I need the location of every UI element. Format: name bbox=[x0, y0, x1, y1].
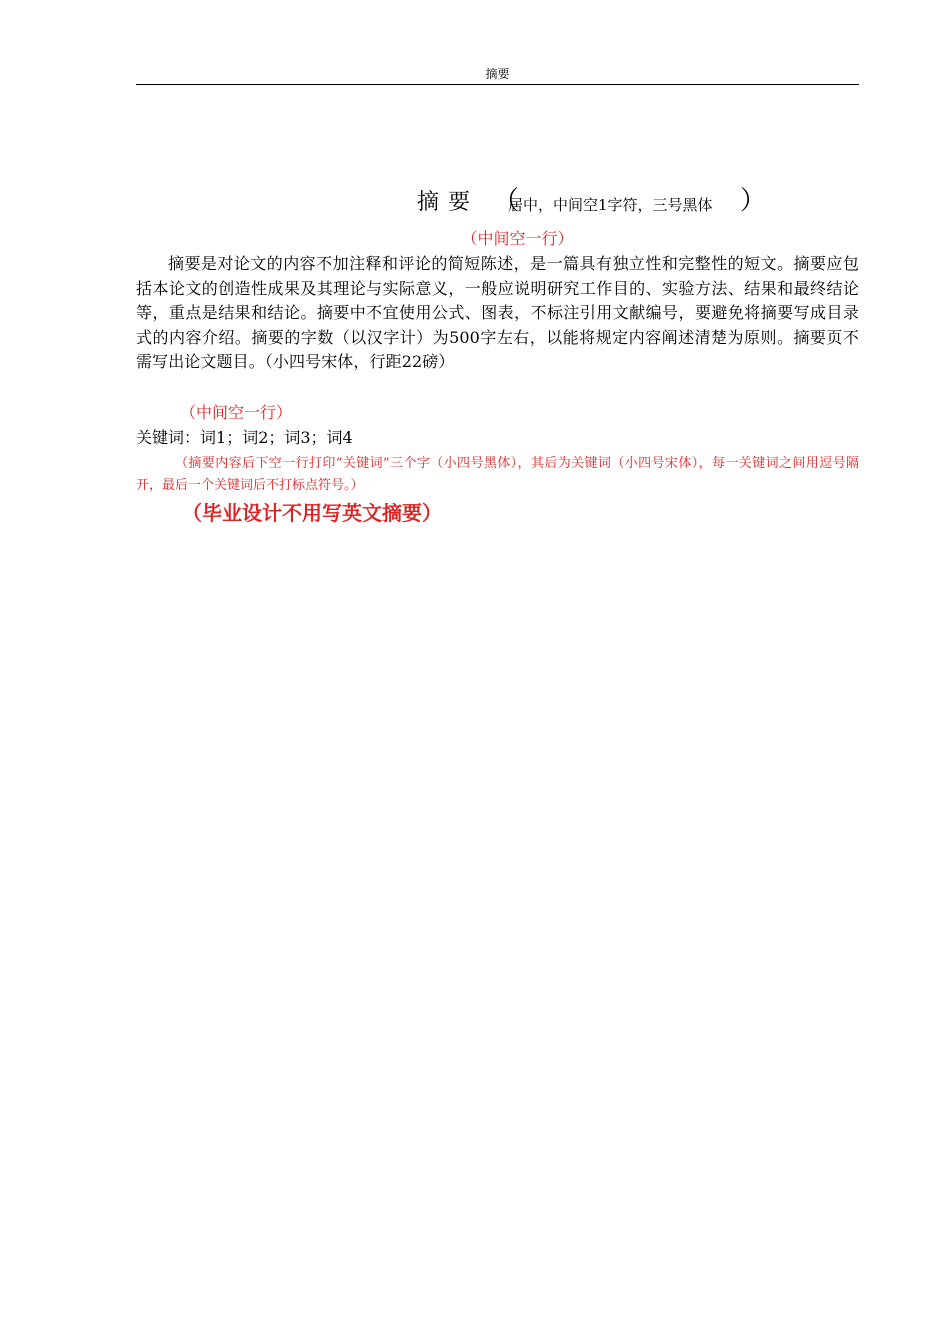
keyword-format-note: （摘要内容后下空一行打印“关键词”三个字（小四号黑体），其后为关键词（小四号宋体），每一关键词之间用逗号隔开，最后一个关键词后不打标点符号。） bbox=[136, 456, 859, 493]
abstract-title bbox=[136, 184, 859, 224]
abstract-title-text: 摘 要 bbox=[417, 190, 471, 215]
title-paren-close: ） bbox=[740, 186, 767, 216]
no-english-abstract-note: （毕业设计不用写英文摘要） bbox=[182, 501, 442, 525]
blank-line-note-2: （中间空一行） bbox=[180, 403, 293, 422]
keywords-values: 词1；词2；词3；词4 bbox=[200, 428, 353, 447]
title-format-note: 居中，中间空1字符，三号黑体 bbox=[508, 196, 713, 214]
keywords-label: 关键词： bbox=[136, 428, 201, 447]
keywords-line bbox=[136, 427, 859, 449]
page-header bbox=[136, 66, 859, 85]
title-paren-open: （ bbox=[493, 186, 520, 216]
abstract-body: 摘要是对论文的内容不加注释和评论的简短陈述，是一篇具有独立性和完整性的短文。摘要应包括本论文的创造性成果及其理论与实际意义，一般应说明研究工作目的、实验方法、结果和最终结论等，重点是结果和结论。摘要中不宜使用公式、图表，不标注引用文献编号，要避免将摘要写成目录式的内容介绍。摘要的字数（以汉字计）为500字左右，以能将规定内容阐述清楚为原则。摘要页不需写出论文题目。（小四号宋体，行距22磅） bbox=[136, 254, 859, 371]
running-title: 摘要 bbox=[485, 67, 510, 81]
blank-line-note-1: （中间空一行） bbox=[461, 229, 574, 248]
